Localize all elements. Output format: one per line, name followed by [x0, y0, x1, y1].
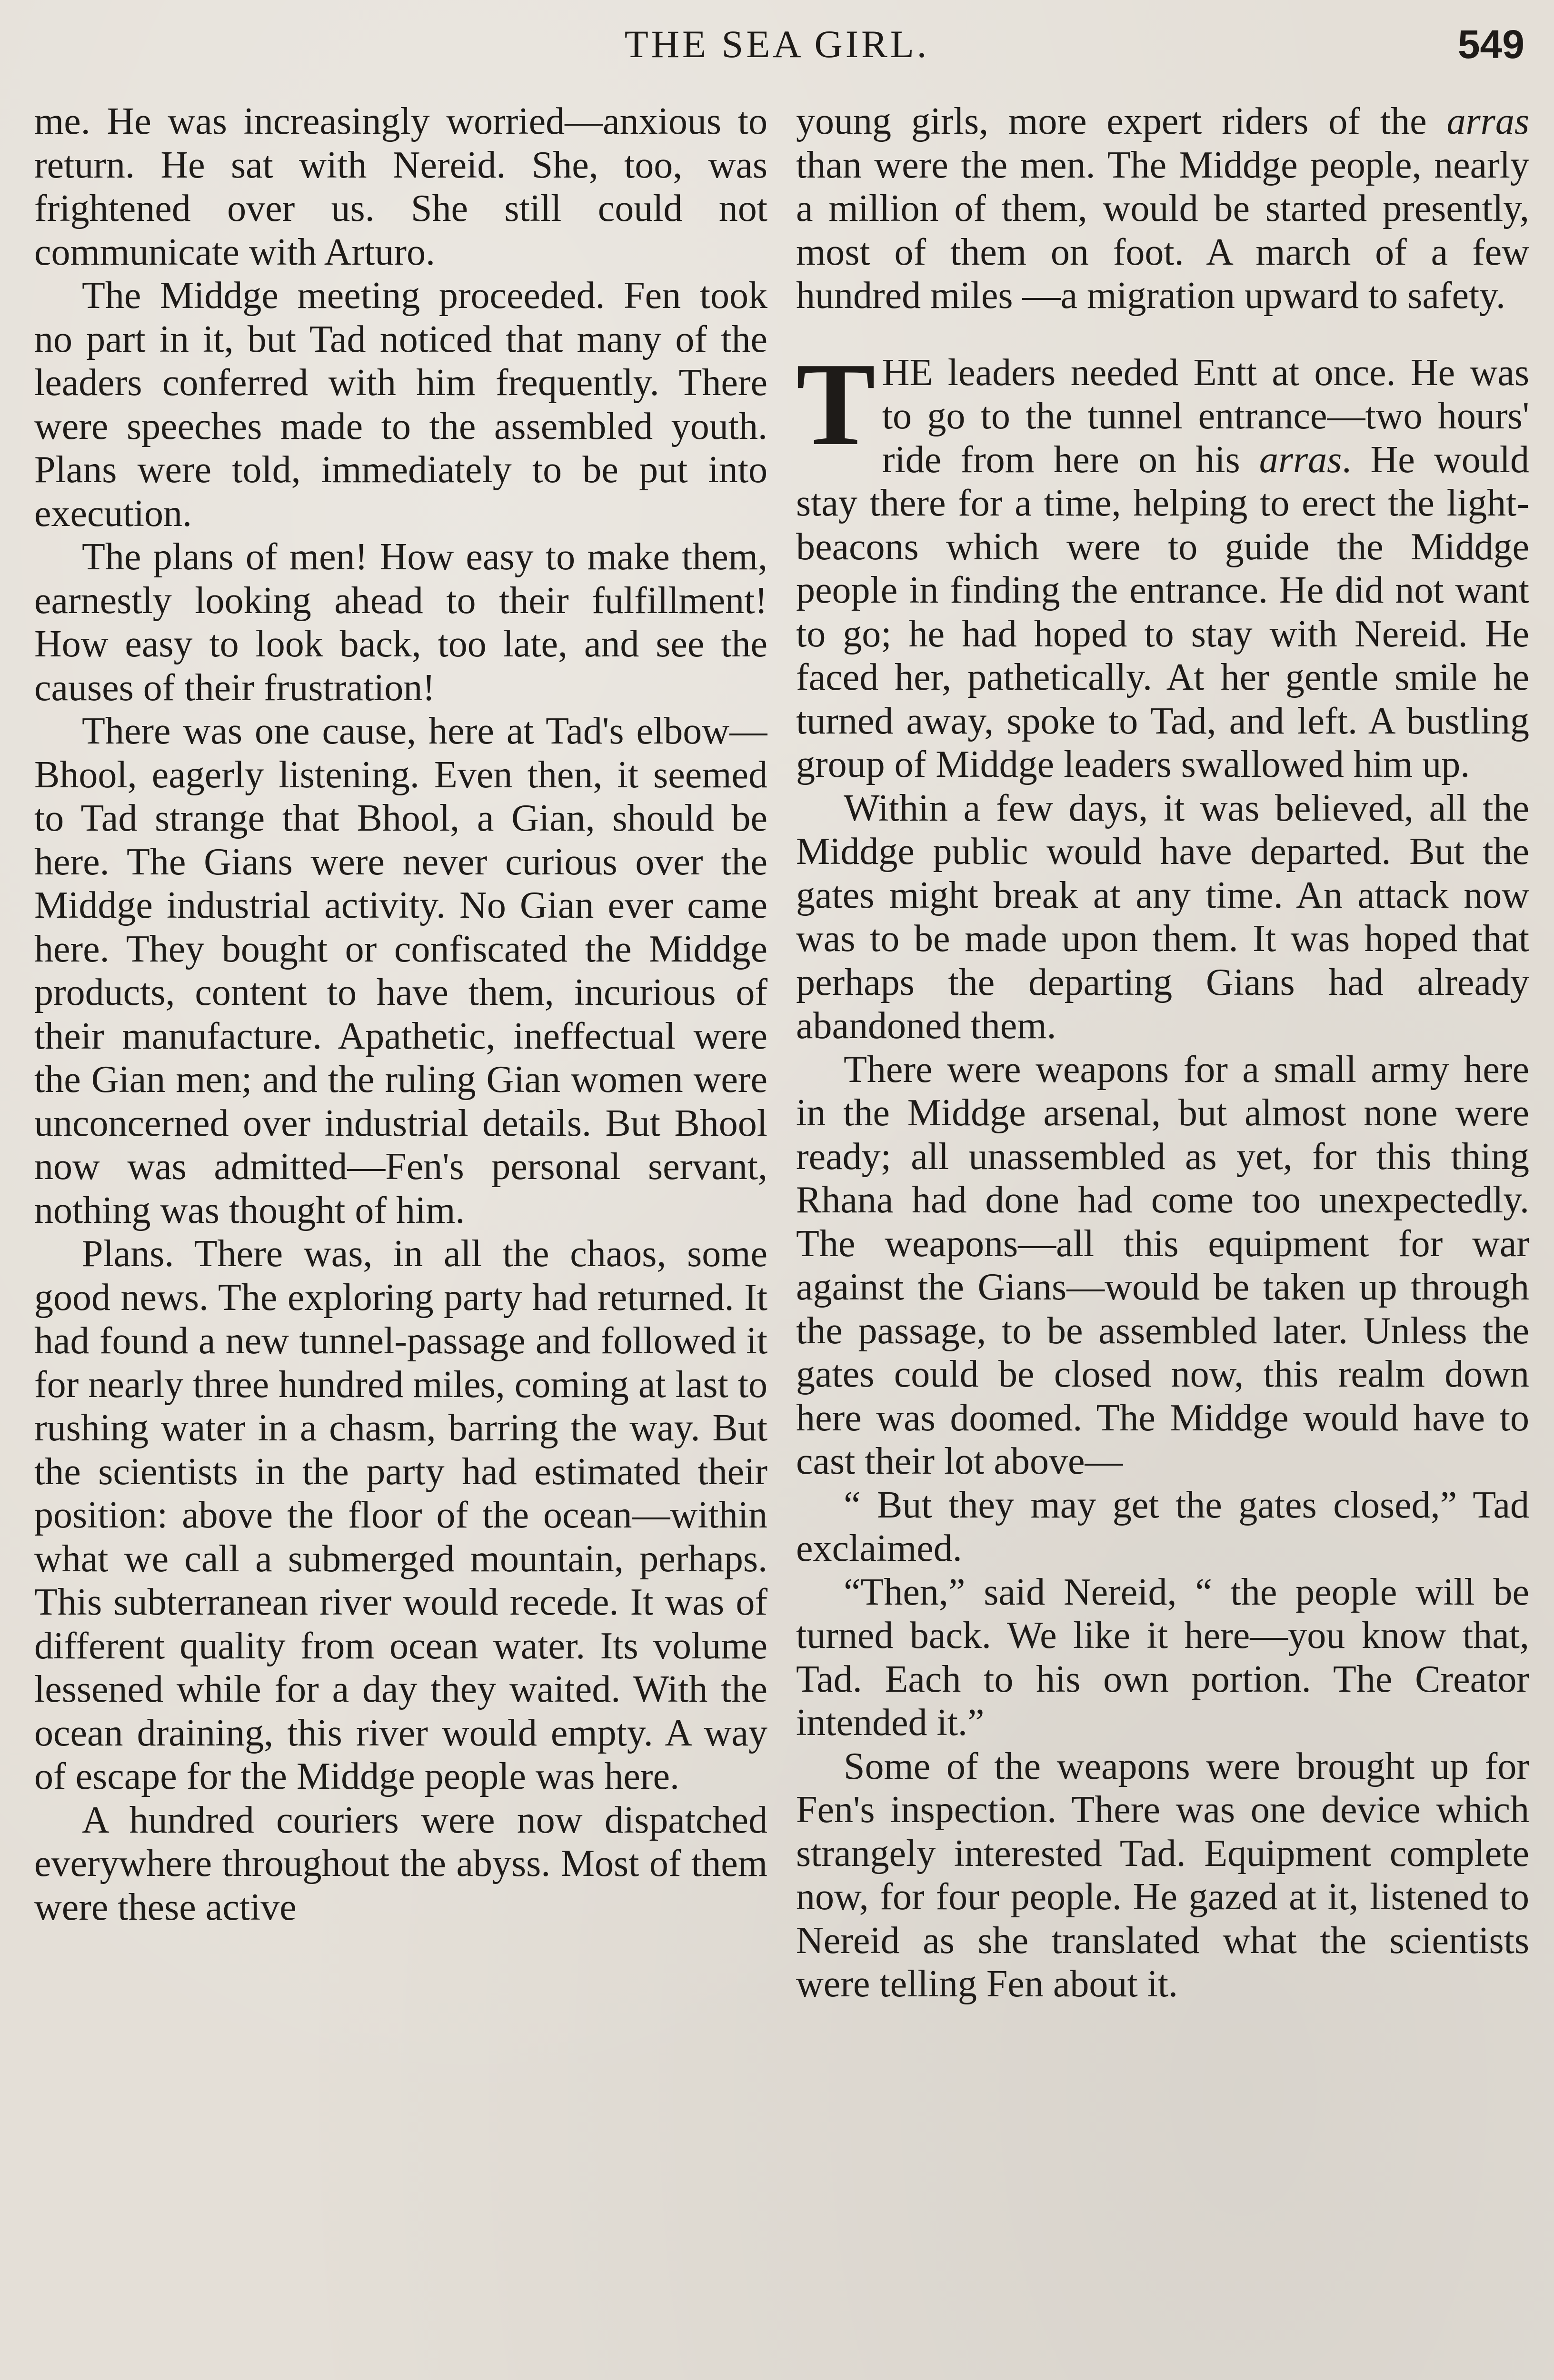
text-run: young girls, more expert riders of the — [796, 100, 1447, 142]
page-number: 549 — [1457, 22, 1524, 67]
right-column — [796, 100, 1529, 2380]
running-header — [0, 18, 1554, 70]
paragraph: “ But they may get the gates closed,” Tad exclaimed. — [796, 1484, 1529, 1569]
paragraph — [796, 100, 1529, 318]
text-run: HE leaders needed Entt at once. He was to go to the tunnel entrance—two hours' ride from here on his — [882, 351, 1529, 481]
paragraph: “Then,” said Nereid, “ the people will be turned back. We like it here—you know that, Tad. Each to his own portion. The Creator intended it.” — [796, 1571, 1529, 1744]
paragraph: Within a few days, it was believed, all the Middge public would have departed. But the gates might break at any time. An attack now was to be made upon them. It was hoped that perhaps the departing Gians had already abandoned them. — [796, 787, 1529, 1047]
text-run: . He would stay there for a time, helping to erect the light-beacons which were to guide the Middge people in finding the entrance. He did not want to go; he had hoped to stay with Nereid. He faced her, pathetically. At her gentle smile he turned away, spoke to Tad, and left. A bustling group of Middge leaders swallowed him up. — [796, 438, 1529, 785]
paragraph: The plans of men! How easy to make them, earnestly looking ahead to their fulfillment! How easy to look back, too late, and see the causes of their frustration! — [34, 536, 767, 709]
paragraph: There was one cause, here at Tad's elbow—Bhool, eagerly listening. Even then, it seemed to Tad strange that Bhool, a Gian, should be here. The Gians were never curious over the Middge industrial activity. No Gian ever came here. They bought or confiscated the Middge products, content to have them, incurious of their manufacture. Apathetic, ineffectual were the Gian men; and the ruling Gian women were unconcerned over industrial details. But Bhool now was admitted—Fen's personal servant, nothing was thought of him. — [34, 710, 767, 1231]
section-opening-paragraph — [796, 338, 1529, 787]
paragraph: The Middge meeting proceeded. Fen took no part in it, but Tad noticed that many of the leaders conferred with him frequently. There were speeches made to the assembled youth. Plans were told, immediately to be put into execution. — [34, 275, 767, 535]
paragraph: Plans. There was, in all the chaos, some good news. The exploring party had returned. It had found a new tunnel-passage and followed it for nearly three hundred miles, coming at last to rushing water in a chasm, barring the way. But the scientists in the party had estimated their position: above the floor of the ocean—within what we call a submerged mountain, perhaps. This subterranean river would recede. It was of different quality from ocean water. Its volume lessened while for a day they waited. With the ocean draining, this river would empty. A way of escape for the Middge people was here. — [34, 1233, 767, 1797]
italic-term: arras — [1446, 100, 1529, 142]
left-column — [34, 100, 767, 2380]
paragraph: Some of the weapons were brought up for Fen's inspection. There was one device which strangely interested Tad. Equipment complete now, for four people. He gazed at it, listened to Nereid as she translated what the scientists were telling Fen about it. — [796, 1745, 1529, 2005]
text-run: than were the men. The Middge people, nearly a million of them, would be started presently, most of them on foot. A march of a few hundred miles —a migration upward to safety. — [796, 144, 1529, 317]
italic-term: arras — [1259, 438, 1342, 481]
paragraph: There were weapons for a small army here in the Middge arsenal, but almost none were ready; all unassembled as yet, for this thing Rhana had done had come too unexpectedly. The weapons—all this equipment for war against the Gians—would be taken up through the passage, to be assembled later. Unless the gates could be closed now, this realm down here was doomed. The Middge would have to cast their lot above— — [796, 1048, 1529, 1482]
paragraph: me. He was increasingly worried—anxious to return. He sat with Nereid. She, too, was frightened over us. She still could not communicate with Arturo. — [34, 100, 767, 273]
drop-cap: T — [796, 338, 876, 470]
running-title: THE SEA GIRL. — [624, 22, 930, 66]
paragraph: A hundred couriers were now dispatched everywhere throughout the abyss. Most of them were these active — [34, 1799, 767, 1928]
